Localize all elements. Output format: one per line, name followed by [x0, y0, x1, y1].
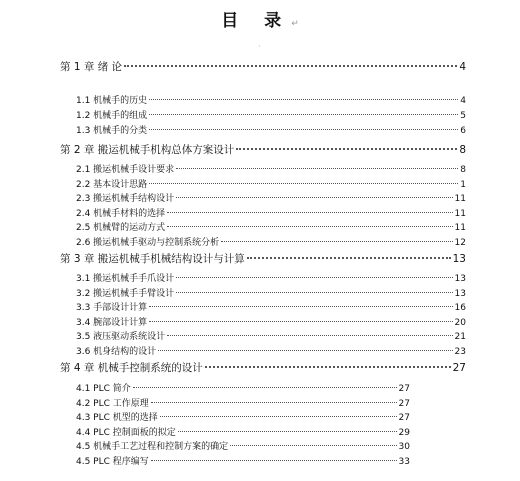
toc-entry-3-6-page-number: 23: [454, 346, 466, 357]
toc-entry-3-2-label: 3.2 搬运机械手手臂设计: [76, 288, 175, 299]
toc-entry-2-4[interactable]: [76, 207, 466, 221]
toc-chapter-1[interactable]: [60, 60, 466, 74]
dot-leader: [124, 65, 457, 67]
toc-entry-2-6[interactable]: [76, 236, 466, 250]
toc-entry-3-4-label: 3.4 腕部设计计算: [76, 317, 148, 328]
toc-entry-3-1-page-number: 13: [454, 274, 466, 284]
dot-leader: [205, 366, 451, 368]
dot-leader: [247, 257, 451, 259]
toc-entry-4-3-page-number: 27: [398, 413, 410, 424]
dot-leader: [176, 168, 458, 169]
toc-chapter-1-page-number: 4: [459, 61, 466, 73]
toc-entry-3-1[interactable]: [76, 272, 466, 286]
toc-entry-2-1-page-number: 8: [460, 165, 466, 175]
toc-entry-1-3-label: 1.3 机械手的分类: [76, 125, 148, 136]
toc-entry-2-1[interactable]: [76, 163, 466, 177]
toc-entry-3-4-page-number: 20: [454, 317, 466, 328]
dot-leader: [176, 197, 452, 198]
toc-entry-3-3-page-number: 16: [454, 303, 466, 313]
dot-leader: [149, 129, 458, 130]
toc-entry-4-2[interactable]: [76, 397, 410, 411]
blank-line-mark: ·: [258, 42, 261, 51]
toc-entry-3-2[interactable]: [76, 287, 466, 301]
toc-entry-2-3[interactable]: [76, 192, 466, 206]
toc-entry-1-1-page-number: 4: [460, 96, 466, 106]
toc-entry-4-1-label: 4.1 PLC 简介: [76, 384, 131, 394]
dot-leader: [149, 306, 452, 307]
toc-entry-4-6-label: 4.5 PLC 程序编写: [76, 457, 149, 467]
toc-entry-4-4-label: 4.4 PLC 控制面板的拟定: [76, 427, 176, 438]
toc-chapter-4-label: 第 4 章 机械手控制系统的设计: [60, 362, 203, 374]
dot-leader: [151, 460, 397, 461]
toc-chapter-4[interactable]: [60, 361, 466, 375]
dot-leader: [149, 183, 458, 184]
toc-entry-4-5[interactable]: [76, 440, 410, 454]
toc-entry-4-2-page-number: 27: [398, 398, 410, 409]
dot-leader: [167, 212, 452, 213]
toc-entry-4-1-page-number: 27: [398, 384, 410, 394]
dot-leader: [149, 99, 458, 100]
toc-entry-4-4-page-number: 29: [398, 427, 410, 438]
toc-chapter-2-page-number: 8: [459, 144, 466, 156]
toc-entry-1-1-label: 1.1 机械手的历史: [76, 96, 148, 106]
toc-entry-1-2[interactable]: [76, 109, 466, 123]
toc-entry-4-3[interactable]: [76, 411, 410, 425]
toc-entry-3-1-label: 3.1 搬运机械手手爪设计: [76, 274, 175, 284]
toc-entry-4-6[interactable]: [76, 455, 410, 469]
toc-entry-4-5-page-number: 30: [398, 442, 410, 453]
dot-leader: [178, 431, 397, 432]
toc-chapter-3-label: 第 3 章 搬运机械手机械结构设计与计算: [60, 253, 245, 265]
dot-leader: [176, 277, 452, 278]
toc-entry-2-2[interactable]: [76, 178, 466, 192]
dot-leader: [158, 350, 452, 351]
toc-entry-2-6-page-number: 12: [454, 237, 466, 248]
toc-entry-4-4[interactable]: [76, 426, 410, 440]
toc-entry-1-1[interactable]: [76, 94, 466, 108]
toc-entry-3-3[interactable]: [76, 301, 466, 315]
toc-chapter-2-label: 第 2 章 搬运机械手机构总体方案设计: [60, 144, 235, 156]
toc-entry-2-5-page-number: 11: [454, 223, 466, 233]
toc-entry-2-1-label: 2.1 搬运机械手设计要求: [76, 165, 175, 175]
toc-entry-3-6[interactable]: [76, 345, 466, 359]
toc-entry-2-6-label: 2.6 搬运机械手驱动与控制系统分析: [76, 237, 220, 248]
toc-entry-1-3-page-number: 6: [460, 125, 466, 136]
dot-leader: [221, 241, 452, 242]
dot-leader: [160, 416, 397, 417]
dot-leader: [149, 114, 458, 115]
dot-leader: [176, 292, 452, 293]
toc-title-text: 目 录: [221, 11, 292, 31]
toc-chapter-4-page-number: 27: [452, 362, 466, 374]
dot-leader: [151, 402, 397, 403]
toc-entry-4-2-label: 4.2 PLC 工作原理: [76, 398, 149, 409]
toc-entry-3-5-label: 3.5 液压驱动系统设计: [76, 332, 166, 342]
toc-entry-1-2-page-number: 5: [460, 110, 466, 121]
dot-leader: [230, 445, 396, 446]
toc-entry-3-5-page-number: 21: [454, 332, 466, 342]
toc-entry-4-5-label: 4.5 机械手工艺过程和控制方案的确定: [76, 442, 229, 453]
toc-chapter-3-page-number: 13: [452, 253, 466, 265]
toc-entry-3-5[interactable]: [76, 330, 466, 344]
toc-entry-3-4[interactable]: [76, 316, 466, 330]
toc-entry-2-4-label: 2.4 机械手材料的选择: [76, 208, 166, 219]
toc-entry-2-2-page-number: 1: [460, 179, 466, 190]
toc-entry-4-1[interactable]: [76, 382, 410, 396]
toc-entry-3-6-label: 3.6 机身结构的设计: [76, 346, 157, 357]
toc-entry-4-3-label: 4.3 PLC 机型的选择: [76, 413, 158, 424]
toc-entry-2-4-page-number: 11: [454, 208, 466, 219]
toc-entry-2-2-label: 2.2 基本设计思路: [76, 179, 148, 190]
toc-entry-3-2-page-number: 13: [454, 288, 466, 299]
toc-entry-2-5[interactable]: [76, 221, 466, 235]
dot-leader: [149, 321, 452, 322]
toc-entry-1-2-label: 1.2 机械手的组成: [76, 110, 148, 121]
toc-chapter-1-label: 第 1 章 绪 论: [60, 61, 123, 73]
toc-entry-2-5-label: 2.5 机械臂的运动方式: [76, 223, 166, 233]
toc-entry-4-6-page-number: 33: [398, 457, 410, 467]
toc-chapter-3[interactable]: [60, 252, 466, 266]
toc-entry-1-3[interactable]: [76, 124, 466, 138]
dot-leader: [167, 226, 452, 227]
toc-chapter-2[interactable]: [60, 143, 466, 157]
dot-leader: [236, 148, 457, 150]
toc-title: 目 录↵: [221, 11, 299, 31]
dot-leader: [133, 387, 397, 388]
toc-entry-3-3-label: 3.3 手部设计计算: [76, 303, 148, 313]
toc-entry-2-3-page-number: 11: [454, 194, 466, 204]
dot-leader: [167, 335, 452, 336]
toc-entry-2-3-label: 2.3 搬运机械手结构设计: [76, 194, 175, 204]
